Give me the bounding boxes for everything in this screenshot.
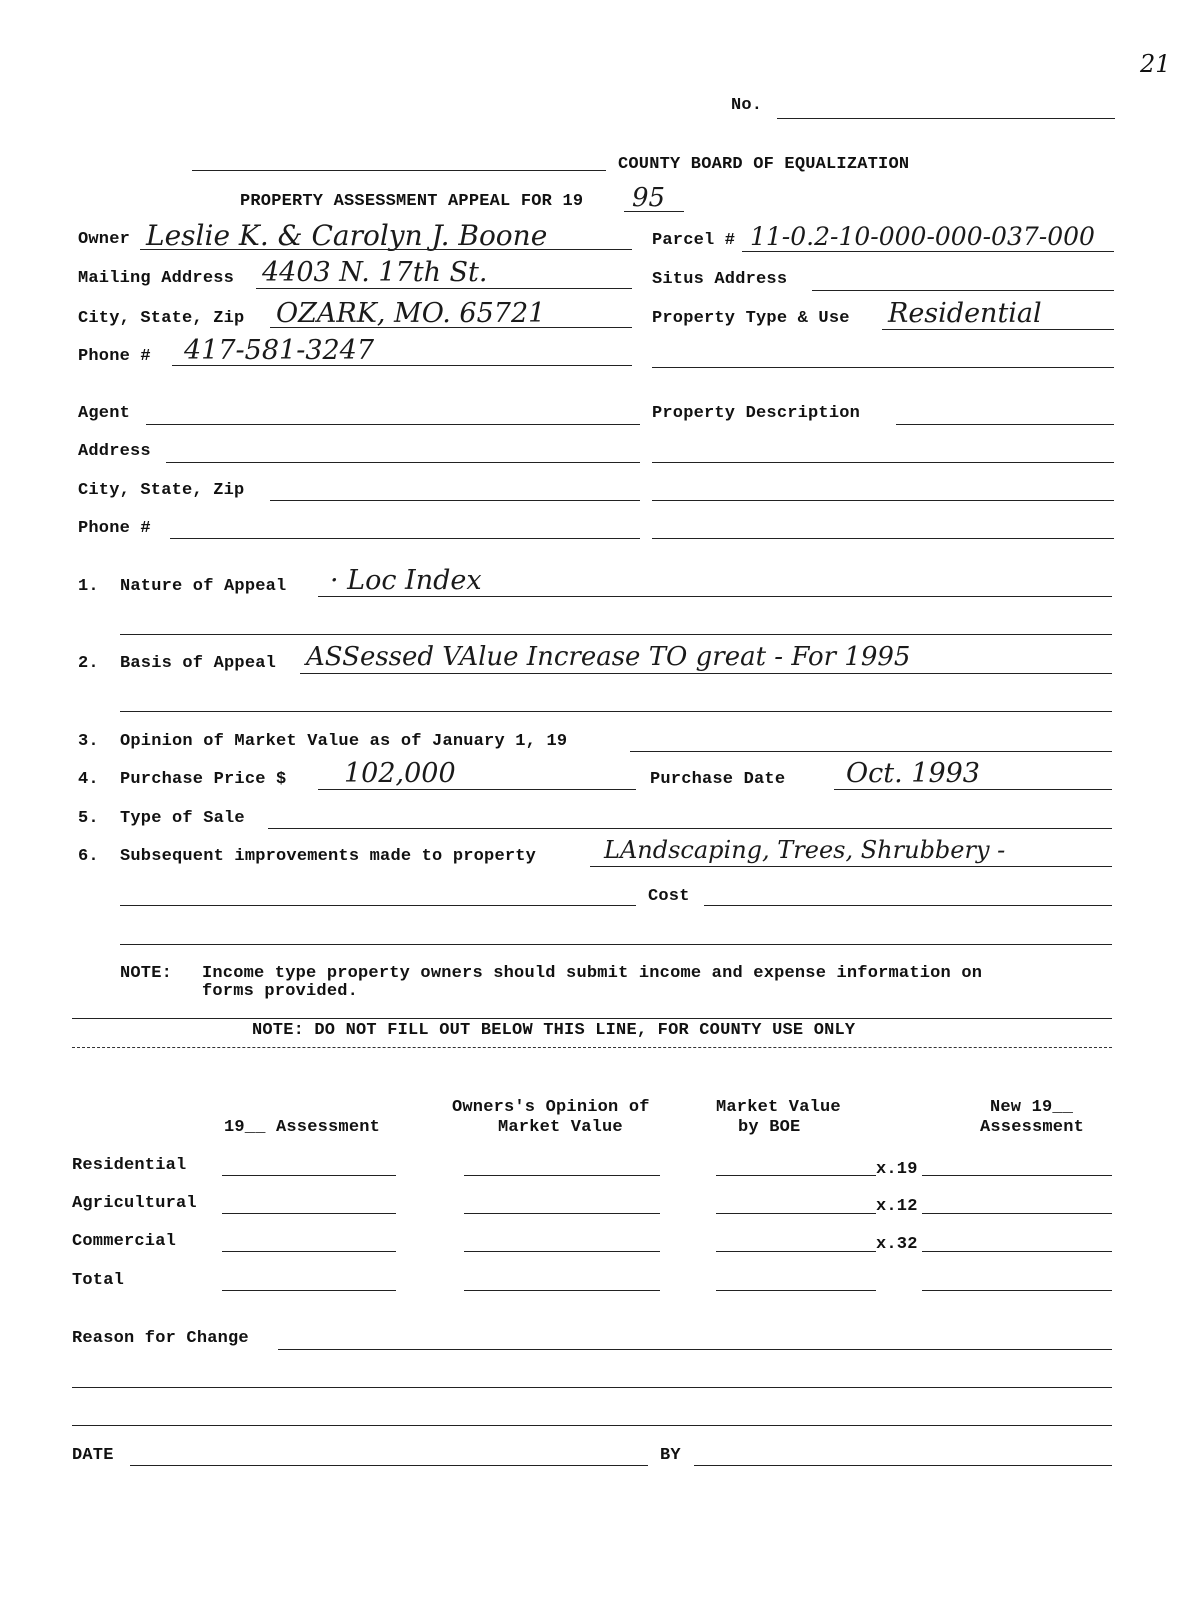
agent-phone-label: Phone # (78, 519, 151, 538)
mailing-address-value: 4403 N. 17th St. (262, 257, 488, 288)
phone-value: 417-581-3247 (184, 335, 375, 366)
col-new-assessment-header-2: Assessment (980, 1118, 1085, 1137)
basis-of-appeal-label: Basis of Appeal (120, 654, 277, 673)
situs-address-field[interactable] (812, 290, 1114, 291)
commercial-new-assessment-field[interactable] (922, 1251, 1112, 1252)
agent-city-field[interactable] (270, 500, 640, 501)
agricultural-new-assessment-field[interactable] (922, 1213, 1112, 1214)
city-state-zip-field[interactable] (270, 327, 632, 328)
residential-owner-opinion-field[interactable] (464, 1175, 660, 1176)
improvements-line-2[interactable] (120, 905, 636, 906)
county-use-divider-top (72, 1018, 1112, 1019)
by-signature-field[interactable] (694, 1465, 1112, 1466)
date-label: DATE (72, 1446, 114, 1465)
agent-field[interactable] (146, 424, 640, 425)
item-number-3: 3. (78, 732, 99, 751)
property-type-value: Residential (888, 298, 1042, 329)
purchase-price-value: 102,000 (344, 758, 456, 789)
type-of-sale-label: Type of Sale (120, 809, 245, 828)
city-state-zip-value: OZARK, MO. 65721 (276, 298, 546, 329)
reason-for-change-line-3[interactable] (72, 1425, 1112, 1426)
total-owner-opinion-field[interactable] (464, 1290, 660, 1291)
basis-of-appeal-line-2[interactable] (120, 711, 1112, 712)
no-label: No. (731, 96, 763, 115)
appeal-title: PROPERTY ASSESSMENT APPEAL FOR 19 (240, 192, 584, 211)
property-description-label: Property Description (652, 404, 861, 423)
item-number-6: 6. (78, 847, 99, 866)
reason-for-change-field[interactable] (278, 1349, 1112, 1350)
nature-of-appeal-value: · Loc Index (330, 565, 482, 596)
property-type-label: Property Type & Use (652, 309, 850, 328)
row-residential-label: Residential (72, 1156, 187, 1175)
residential-new-assessment-field[interactable] (922, 1175, 1112, 1176)
basis-of-appeal-field[interactable] (300, 673, 1112, 674)
property-description-line-3[interactable] (652, 500, 1114, 501)
col-assessment-header: 19__ Assessment (224, 1118, 381, 1137)
col-owner-opinion-header-1: Owners's Opinion of (452, 1098, 650, 1117)
item-number-2: 2. (78, 654, 99, 673)
agent-address-label: Address (78, 442, 151, 461)
reason-for-change-label: Reason for Change (72, 1329, 249, 1348)
reason-for-change-line-2[interactable] (72, 1387, 1112, 1388)
row-agricultural-label: Agricultural (72, 1194, 197, 1213)
type-of-sale-field[interactable] (268, 828, 1112, 829)
city-state-zip-label: City, State, Zip (78, 309, 245, 328)
phone-label: Phone # (78, 347, 151, 366)
by-label: BY (660, 1446, 681, 1465)
agricultural-assessment-field[interactable] (222, 1213, 396, 1214)
parcel-label: Parcel # (652, 231, 736, 250)
purchase-price-label: Purchase Price $ (120, 770, 287, 789)
owner-value: Leslie K. & Carolyn J. Boone (146, 219, 548, 252)
property-description-line-2[interactable] (652, 462, 1114, 463)
purchase-date-label: Purchase Date (650, 770, 786, 789)
purchase-price-field[interactable] (318, 789, 636, 790)
mailing-address-field[interactable] (256, 288, 632, 289)
row-commercial-label: Commercial (72, 1232, 177, 1251)
opinion-market-value-field[interactable] (630, 751, 1112, 752)
agricultural-boe-field[interactable] (716, 1213, 876, 1214)
residential-assessment-field[interactable] (222, 1175, 396, 1176)
property-type-extra-line[interactable] (652, 367, 1114, 368)
note-text-line-2: forms provided. (202, 982, 359, 1001)
commercial-boe-field[interactable] (716, 1251, 876, 1252)
total-assessment-field[interactable] (222, 1290, 396, 1291)
residential-boe-field[interactable] (716, 1175, 876, 1176)
phone-field[interactable] (172, 365, 632, 366)
total-new-assessment-field[interactable] (922, 1290, 1112, 1291)
appeal-year-value: 95 (632, 183, 666, 213)
property-description-field[interactable] (896, 424, 1114, 425)
agricultural-owner-opinion-field[interactable] (464, 1213, 660, 1214)
total-boe-field[interactable] (716, 1290, 876, 1291)
nature-of-appeal-label: Nature of Appeal (120, 577, 287, 596)
row-total-label: Total (72, 1271, 125, 1290)
agent-phone-field[interactable] (170, 538, 640, 539)
no-field[interactable] (777, 118, 1115, 119)
col-market-value-header-2: by BOE (738, 1118, 801, 1137)
basis-of-appeal-value: ASSessed VAlue Increase TO great - For 1995 (306, 642, 911, 672)
improvements-line-3[interactable] (120, 944, 1112, 945)
board-title: COUNTY BOARD OF EQUALIZATION (618, 155, 910, 174)
col-owner-opinion-header-2: Market Value (498, 1118, 623, 1137)
purchase-date-value: Oct. 1993 (846, 758, 980, 789)
county-use-note: NOTE: DO NOT FILL OUT BELOW THIS LINE, FOR COUNTY USE ONLY (252, 1021, 856, 1040)
cost-field[interactable] (704, 905, 1112, 906)
col-new-assessment-header-1: New 19__ (990, 1098, 1074, 1117)
parcel-value: 11-0.2-10-000-000-037-000 (750, 222, 1095, 251)
nature-of-appeal-field[interactable] (318, 596, 1112, 597)
commercial-assessment-field[interactable] (222, 1251, 396, 1252)
parcel-field[interactable] (742, 251, 1114, 252)
owner-label: Owner (78, 230, 131, 249)
county-name-field[interactable] (192, 170, 606, 171)
commercial-factor: x.32 (876, 1235, 918, 1254)
property-type-field[interactable] (882, 329, 1114, 330)
date-field[interactable] (130, 1465, 648, 1466)
mailing-address-label: Mailing Address (78, 269, 235, 288)
situs-address-label: Situs Address (652, 270, 788, 289)
purchase-date-field[interactable] (834, 789, 1112, 790)
page-number: 21 (1140, 50, 1171, 78)
property-description-line-4[interactable] (652, 538, 1114, 539)
note-label: NOTE: (120, 964, 173, 983)
opinion-market-value-label: Opinion of Market Value as of January 1, 19 (120, 732, 568, 751)
item-number-5: 5. (78, 809, 99, 828)
improvements-label: Subsequent improvements made to property (120, 847, 537, 866)
county-use-divider-bottom (72, 1047, 1112, 1048)
commercial-owner-opinion-field[interactable] (464, 1251, 660, 1252)
nature-of-appeal-line-2[interactable] (120, 634, 1112, 635)
improvements-value: LAndscaping, Trees, Shrubbery - (604, 836, 1006, 864)
col-market-value-header-1: Market Value (716, 1098, 841, 1117)
agricultural-factor: x.12 (876, 1197, 918, 1216)
item-number-1: 1. (78, 577, 99, 596)
agent-label: Agent (78, 404, 131, 423)
cost-label: Cost (648, 887, 690, 906)
owner-field[interactable] (140, 249, 632, 250)
appeal-year-field[interactable] (624, 211, 684, 212)
improvements-field[interactable] (590, 866, 1112, 867)
note-text-line-1: Income type property owners should submit income and expense information on (202, 964, 983, 983)
agent-city-label: City, State, Zip (78, 481, 245, 500)
agent-address-field[interactable] (166, 462, 640, 463)
item-number-4: 4. (78, 770, 99, 789)
residential-factor: x.19 (876, 1160, 918, 1179)
